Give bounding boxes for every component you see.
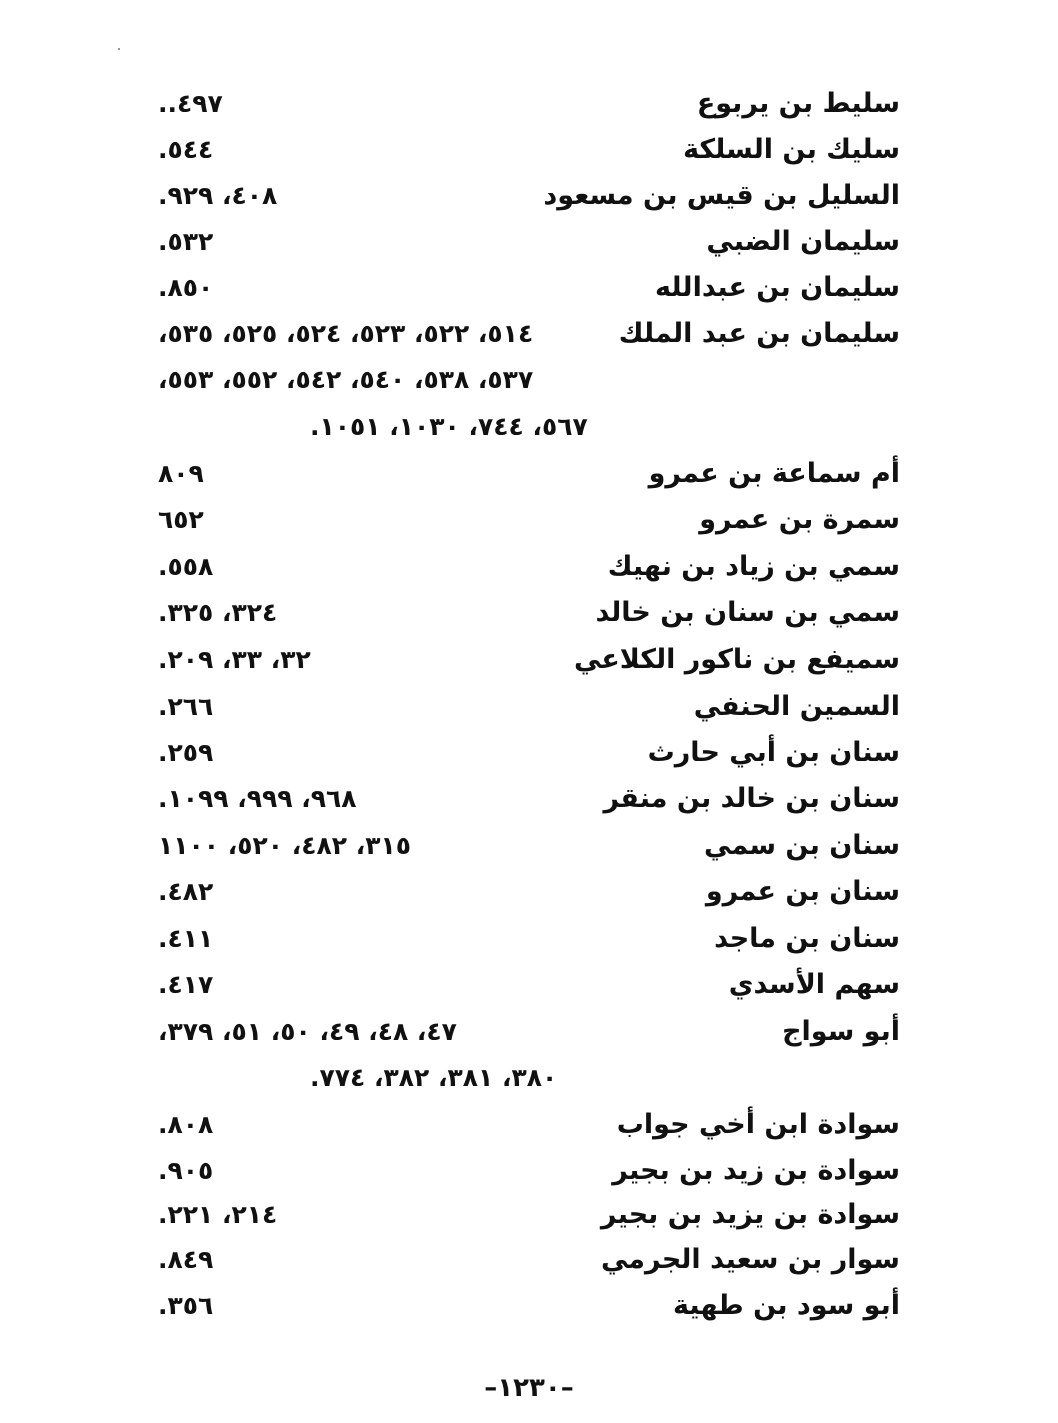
entry-name: سليمان بن عبد الملك [618, 318, 900, 349]
entry-name: سمي بن زياد بن نهيك [607, 551, 900, 582]
entry-name: أبو سود بن طهية [673, 1290, 900, 1321]
entry-pages: ٥١٤، ٥٢٢، ٥٢٣، ٥٢٤، ٥٢٥، ٥٣٥، [158, 319, 534, 348]
index-entry [150, 1192, 900, 1238]
entry-pages: ٨٠٩ [158, 459, 204, 488]
index-entry [150, 127, 900, 173]
entry-name: سهم الأسدي [728, 969, 900, 1000]
index-entry [150, 776, 900, 822]
index-entry [150, 1237, 900, 1283]
entry-name: أم سماعة بن عمرو [648, 458, 900, 489]
entry-name: سمي بن سنان بن خالد [595, 597, 900, 628]
entry-pages: ٣١٥، ٤٨٢، ٥٢٠، ١١٠٠ [158, 831, 411, 860]
index-entry [150, 219, 900, 265]
index-entry [150, 81, 900, 127]
index-entry [150, 962, 900, 1008]
entry-pages: ٥٣٧، ٥٣٨، ٥٤٠، ٥٤٢، ٥٥٢، ٥٥٣، [158, 365, 534, 394]
entry-name: سوادة بن يزيد بن بجير [600, 1199, 900, 1230]
page-number: –١٢٣٠– [484, 1373, 574, 1403]
entry-name: أبو سواج [782, 1016, 900, 1047]
index-entry-continuation [150, 357, 900, 403]
entry-name: سنان بن عمرو [705, 876, 900, 907]
entry-name: سليك بن السلكة [683, 134, 900, 165]
index-entry [150, 823, 900, 869]
entry-pages: ٣٥٦. [158, 1291, 214, 1320]
index-entry-continuation [150, 1055, 900, 1101]
entry-pages: ٢١٤، ٢٢١. [158, 1200, 278, 1229]
index-entry [150, 451, 900, 497]
entry-pages: ٣٨٠، ٣٨١، ٣٨٢، ٧٧٤. [310, 1063, 558, 1092]
entry-pages: ٤٩٧.. [158, 89, 223, 118]
index-entry [150, 497, 900, 543]
entry-name: سميفع بن ناكور الكلاعي [574, 644, 900, 675]
index-entry [150, 311, 900, 357]
entry-name: سوار بن سعيد الجرمي [600, 1244, 900, 1275]
entry-pages: ٥٦٧، ٧٤٤، ١٠٣٠، ١٠٥١. [310, 412, 588, 441]
entry-name: سنان بن ماجد [714, 923, 900, 954]
entry-pages: ٣٢٤، ٣٢٥. [158, 598, 278, 627]
index-entry [150, 730, 900, 776]
index-entry [150, 1009, 900, 1055]
entry-pages: ٤٨٢. [158, 877, 214, 906]
entry-name: سليط بن يربوع [696, 88, 900, 119]
index-entry [150, 544, 900, 590]
entry-name: سليمان بن عبدالله [655, 272, 900, 303]
entry-pages: ٤٧، ٤٨، ٤٩، ٥٠، ٥١، ٣٧٩، [158, 1017, 457, 1046]
entry-pages: ٤١١. [158, 924, 214, 953]
entry-pages: ٢٥٩. [158, 738, 214, 767]
entry-name: سنان بن سمي [704, 830, 900, 861]
entry-name: سنان بن خالد بن منقر [603, 783, 900, 814]
entry-pages: ٥٣٢. [158, 227, 214, 256]
entry-pages: ٨٠٨. [158, 1110, 214, 1139]
index-entry [150, 1283, 900, 1329]
index-entry [150, 1148, 900, 1194]
index-entry [150, 684, 900, 730]
entry-pages: ٥٥٨. [158, 552, 214, 581]
entry-name: سوادة بن زيد بن بجير [612, 1155, 900, 1186]
entry-pages: ٣٢، ٣٣، ٢٠٩. [158, 645, 311, 674]
entry-name: سنان بن أبي حارث [647, 737, 900, 768]
entry-pages: ٢٦٦. [158, 692, 214, 721]
entry-name: سوادة ابن أخي جواب [616, 1109, 900, 1140]
entry-pages: ٦٥٢ [158, 505, 204, 534]
index-entry [150, 916, 900, 962]
entry-pages: ٤١٧. [158, 970, 214, 999]
entry-name: السمين الحنفي [693, 691, 900, 722]
index-entry [150, 869, 900, 915]
index-entry [150, 637, 900, 683]
entry-name: سليمان الضبي [706, 226, 900, 257]
entry-pages: ٨٥٠. [158, 273, 214, 302]
index-entry [150, 1102, 900, 1148]
entry-pages: ٤٠٨، ٩٢٩. [158, 181, 278, 210]
entry-pages: ٩٠٥. [158, 1156, 214, 1185]
index-entry [150, 173, 900, 219]
index-entry-continuation [150, 404, 900, 450]
entry-pages: ٩٦٨، ٩٩٩، ١٠٩٩. [158, 784, 357, 813]
index-entry [150, 590, 900, 636]
entry-pages: ٥٤٤. [158, 135, 214, 164]
entry-name: السليل بن قيس بن مسعود [543, 180, 900, 211]
index-entry [150, 265, 900, 311]
scan-speck [118, 48, 120, 50]
entry-name: سمرة بن عمرو [699, 504, 900, 535]
entry-pages: ٨٤٩. [158, 1245, 214, 1274]
